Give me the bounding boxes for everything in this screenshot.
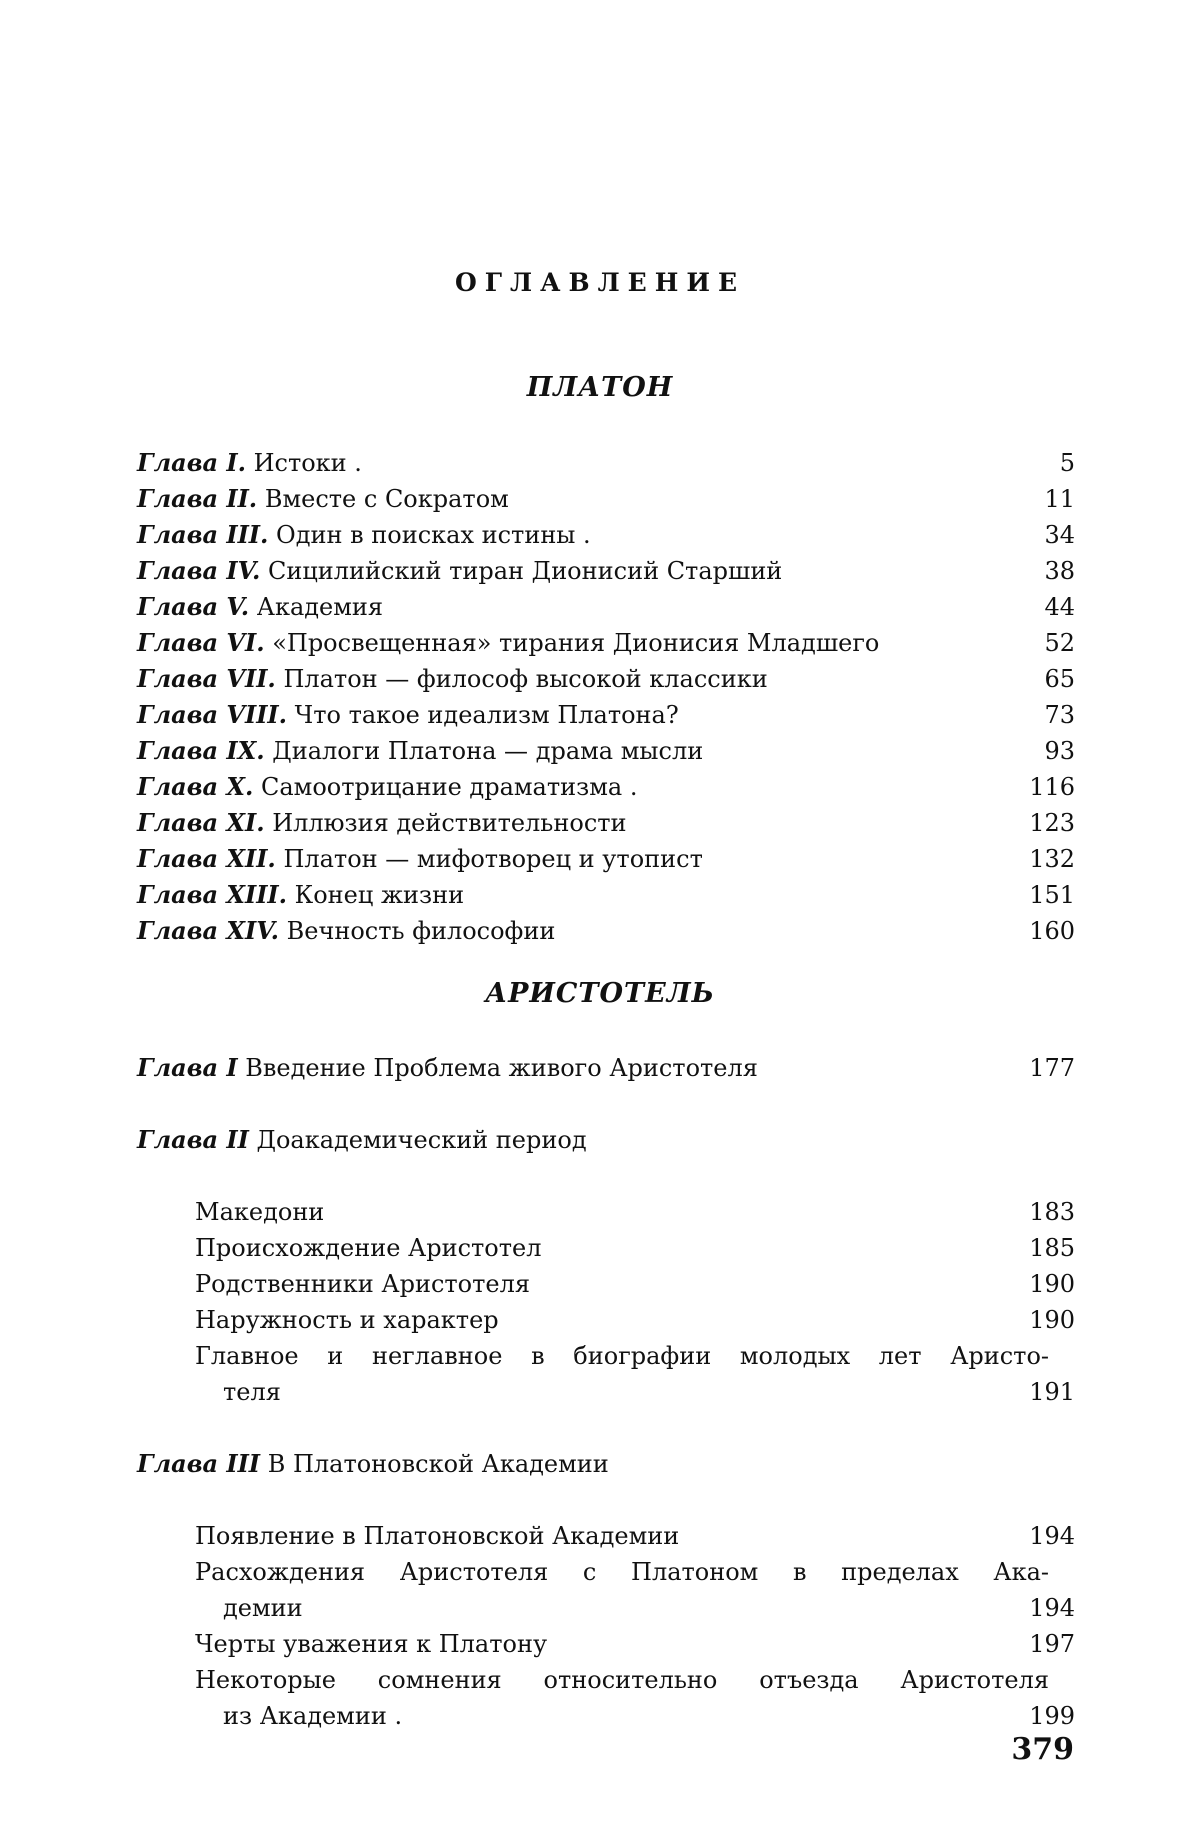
subentry-title: Появление в Платоновской Академии [195, 1522, 680, 1550]
chapter-title: Что такое идеализм Платона? [294, 701, 679, 729]
toc-entry [137, 661, 1075, 697]
toc-entry [137, 733, 1075, 769]
page-number: 34 [1044, 521, 1075, 549]
toc-subentry [137, 1230, 1075, 1266]
page-number: 93 [1044, 737, 1075, 765]
subentry-title: Наружность и характер [195, 1306, 499, 1334]
chapter-title: Платон — философ высокой классики [283, 665, 768, 693]
toc-subentry-continuation [137, 1590, 1075, 1626]
page-number: 44 [1044, 593, 1075, 621]
section-heading-plato: ПЛАТОН [526, 372, 674, 403]
toc-entry [137, 481, 1075, 517]
page-number: 194 [1029, 1594, 1075, 1622]
page-number: 151 [1029, 881, 1075, 909]
chapter-title: Платон — мифотворец и утопист [283, 845, 703, 873]
toc-subentry [137, 1626, 1075, 1662]
chapter-title: «Просвещенная» тирания Дионисия Младшего [272, 629, 880, 657]
toc-subentry [137, 1302, 1075, 1338]
chapter-label: Глава II [137, 1125, 249, 1154]
chapter-title: Вечность философии [286, 917, 556, 945]
folio-page-number: 379 [1011, 1732, 1074, 1767]
toc-entry [137, 445, 1075, 481]
chapter-label: Глава XI. [137, 808, 265, 837]
toc-entry [137, 1050, 1075, 1086]
chapter-title: Конец жизни [294, 881, 465, 909]
toc-entry [137, 625, 1075, 661]
page-number: 197 [1029, 1630, 1075, 1658]
chapter-title: Вместе с Сократом [264, 485, 509, 513]
page-number: 73 [1044, 701, 1075, 729]
chapter-title: В Платоновской Академии [267, 1450, 609, 1478]
subentry-title: Македони [195, 1198, 325, 1226]
chapter-label: Глава VIII. [137, 700, 288, 729]
toc-entry [137, 589, 1075, 625]
chapter-label: Глава XIII. [137, 880, 288, 909]
toc-entry [137, 841, 1075, 877]
subentry-title-line: демии [223, 1594, 303, 1622]
toc-subentry [137, 1266, 1075, 1302]
page-number: 183 [1029, 1198, 1075, 1226]
page-number: 194 [1029, 1522, 1075, 1550]
subentry-title: Черты уважения к Платону [195, 1630, 548, 1658]
toc-entry [137, 1446, 1075, 1482]
toc-subentry-continuation [137, 1698, 1075, 1734]
page-number: 190 [1029, 1306, 1075, 1334]
toc-subentry [137, 1518, 1075, 1554]
subentry-title-line: из Академии . [223, 1702, 403, 1730]
subentry-title: Происхождение Аристотел [195, 1234, 542, 1262]
page-number: 123 [1029, 809, 1075, 837]
chapter-label: Глава X. [137, 772, 254, 801]
toc-entry [137, 553, 1075, 589]
page-number: 52 [1044, 629, 1075, 657]
page-number: 191 [1029, 1378, 1075, 1406]
chapter-title: Один в поисках истины . [276, 521, 591, 549]
page-number: 38 [1044, 557, 1075, 585]
subentry-title-line: Некоторые сомнения относительно отъезда Аристотеля [195, 1666, 1049, 1694]
chapter-label: Глава XII. [137, 844, 276, 873]
page-number: 190 [1029, 1270, 1075, 1298]
chapter-label: Глава I [137, 1053, 238, 1082]
toc-entry [137, 805, 1075, 841]
chapter-title: Доакадемический период [256, 1126, 587, 1154]
chapter-label: Глава IX. [137, 736, 265, 765]
chapter-label: Глава VII. [137, 664, 276, 693]
page-number: 65 [1044, 665, 1075, 693]
toc-entry [137, 769, 1075, 805]
chapter-label: Глава I. [137, 448, 246, 477]
toc-entry [137, 697, 1075, 733]
page-number: 5 [1059, 449, 1075, 477]
chapter-title: Диалоги Платона — драма мысли [272, 737, 704, 765]
chapter-title: Академия [256, 593, 384, 621]
page-number: 132 [1029, 845, 1075, 873]
chapter-title: Истоки . [253, 449, 362, 477]
chapter-title: Иллюзия действительности [272, 809, 627, 837]
toc-subentry [137, 1194, 1075, 1230]
chapter-label: Глава III. [137, 520, 269, 549]
chapter-title: Сицилийский тиран Дионисий Старший [268, 557, 783, 585]
page-number: 11 [1044, 485, 1075, 513]
page-number: 160 [1029, 917, 1075, 945]
toc-entry [137, 877, 1075, 913]
page-title: ОГЛАВЛЕНИЕ [454, 268, 746, 297]
chapter-title: Введение Проблема живого Аристотеля [245, 1054, 758, 1082]
subentry-title-line: теля [223, 1378, 281, 1406]
section-heading-aristotle: АРИСТОТЕЛЬ [485, 978, 715, 1009]
chapter-label: Глава V. [137, 592, 250, 621]
page-number: 199 [1029, 1702, 1075, 1730]
subentry-title-line: Расхождения Аристотеля с Платоном в пределах Ака- [195, 1558, 1049, 1586]
chapter-label: Глава II. [137, 484, 258, 513]
toc-entry [137, 913, 1075, 949]
chapter-label: Глава XIV. [137, 916, 279, 945]
page-number: 116 [1029, 773, 1075, 801]
page-number: 177 [1029, 1054, 1075, 1082]
toc-subentry-continuation [137, 1374, 1075, 1410]
toc-entry [137, 1122, 1075, 1158]
subentry-title: Родственники Аристотеля [195, 1270, 530, 1298]
toc-entry [137, 517, 1075, 553]
chapter-label: Глава III [137, 1449, 261, 1478]
page-number: 185 [1029, 1234, 1075, 1262]
subentry-title-line: Главное и неглавное в биографии молодых лет Аристо- [195, 1342, 1049, 1370]
chapter-label: Глава VI. [137, 628, 265, 657]
chapter-label: Глава IV. [137, 556, 261, 585]
chapter-title: Самоотрицание драматизма . [260, 773, 638, 801]
